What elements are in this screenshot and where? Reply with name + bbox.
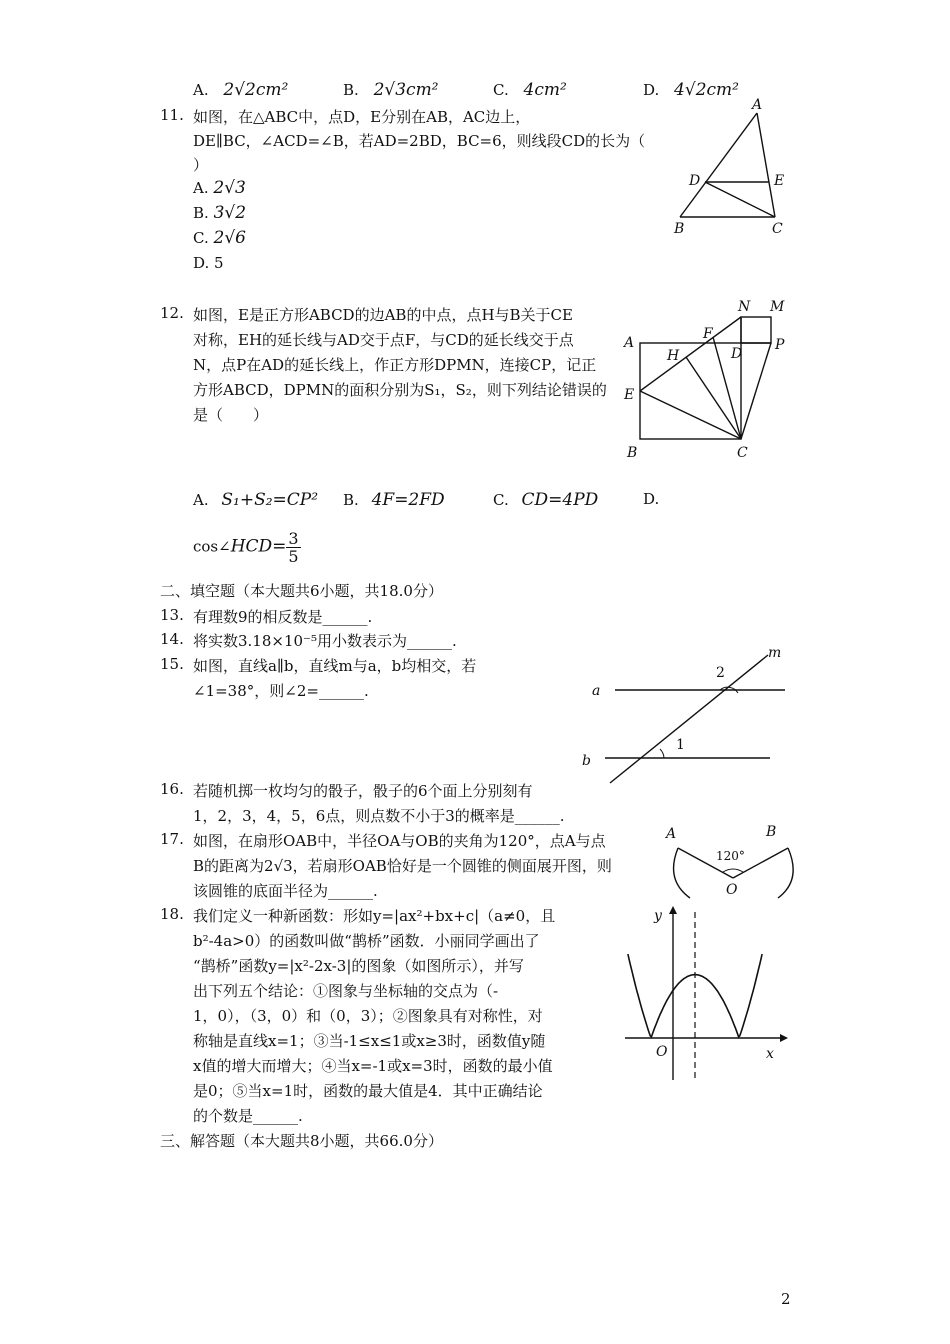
q12-option-a (193, 490, 318, 510)
label-angle-2: 2 (716, 665, 725, 681)
label-p: P (775, 337, 785, 353)
label-o: O (726, 882, 738, 898)
label-d: D (689, 173, 701, 189)
option-label: A. (193, 81, 209, 99)
label-a: A (752, 97, 763, 113)
q18-line-7: x值的增大而增大；④当x=-1或x=3时，函数的最小值 (193, 1057, 553, 1075)
q15-line-1: 如图，直线a∥b，直线m与a，b均相交，若 (193, 657, 477, 675)
q18-line-4: 出下列五个结论：①图象与坐标轴的交点为（- (193, 982, 499, 1000)
label-c: C (737, 445, 748, 461)
option-expr: 4cm² (523, 80, 567, 100)
label-b: b (582, 753, 591, 769)
cos-prefix: cos∠ (193, 537, 231, 556)
label-c: C (772, 221, 783, 237)
option-label: B. (343, 81, 359, 99)
y-axis-arrow-icon (669, 906, 677, 914)
option-expr: S₁+S₂=CP² (221, 490, 319, 510)
option-expr: 3√2 (213, 203, 247, 223)
q15-line-2: ∠1=38°，则∠2=______. (193, 682, 369, 700)
option-expr: 4√2cm² (674, 80, 739, 100)
label-h: H (667, 348, 680, 364)
fraction (286, 530, 300, 565)
q14-text: 将实数3.18×10⁻⁵用小数表示为______. (193, 632, 457, 650)
q13-number: 13. (160, 606, 184, 624)
label-m: M (770, 299, 785, 315)
q18-number: 18. (160, 905, 184, 923)
q18-line-2: b²-4a>0）的函数叫做“鹊桥”函数．小丽同学画出了 (193, 932, 540, 950)
q18-line-3: “鹊桥”函数y=|x²-2x-3|的图象（如图所示），并写 (193, 957, 524, 975)
q17-number: 17. (160, 830, 184, 848)
q14-number: 14. (160, 630, 184, 648)
q11-line-3: ） (193, 156, 209, 174)
label-a: A (666, 826, 677, 842)
option-label: D. (193, 254, 210, 272)
q17-sector-figure (660, 820, 810, 900)
q12-line-3: N，点P在AD的延长线上，作正方形DPMN，连接CP，记正 (193, 356, 597, 374)
q18-line-1: 我们定义一种新函数：形如y=|ax²+bx+c|（a≠0，且 (193, 907, 556, 925)
label-b: B (674, 221, 685, 237)
q18-line-6: 称轴是直线x=1；③当-1≤x≤1或x≥3时，函数值y随 (193, 1032, 546, 1050)
label-d: D (731, 346, 743, 362)
q12-option-c (493, 490, 598, 510)
q12-number: 12. (160, 304, 184, 322)
q11-option-c (193, 228, 246, 248)
q16-line-1: 若随机掷一枚均匀的骰子，骰子的6个面上分别刻有 (193, 782, 533, 800)
q11-option-d (193, 254, 224, 272)
option-label: C. (493, 81, 509, 99)
q12-line-4: 方形ABCD，DPMN的面积分别为S₁，S₂，则下列结论错误的 (193, 381, 607, 399)
q11-line-1: 如图，在△ABC中，点D，E分别在AB，AC边上， (193, 108, 531, 126)
q12-line-5: 是（ ） (193, 406, 269, 424)
q12-line-1: 如图，E是正方形ABCD的边AB的中点，点H与B关于CE (193, 306, 573, 324)
page-number: 2 (781, 1290, 791, 1308)
label-e: E (624, 387, 635, 403)
x-axis-arrow-icon (780, 1034, 788, 1042)
q17-line-2: B的距离为2√3，若扇形OAB恰好是一个圆锥的侧面展开图，则 (193, 857, 612, 875)
option-label: A. (193, 491, 209, 509)
option-expr: 2√6 (213, 228, 246, 248)
option-label: B. (343, 491, 359, 509)
q12-square-figure (615, 295, 795, 465)
q15-number: 15. (160, 655, 184, 673)
label-n: N (738, 299, 751, 315)
q18-line-9: 的个数是______. (193, 1107, 303, 1125)
option-expr: 2√3 (213, 178, 246, 198)
label-angle-1: 1 (676, 737, 685, 753)
q17-line-1: 如图，在扇形OAB中，半径OA与OB的夹角为120°，点A与点 (193, 832, 606, 850)
q12-option-d-expression (193, 530, 301, 565)
option-expr: 2√2cm² (223, 80, 289, 100)
option-label: C. (493, 491, 509, 509)
q13-text: 有理数9的相反数是______. (193, 608, 373, 626)
numerator: 3 (288, 529, 299, 548)
q18-function-graph (620, 900, 790, 1085)
label-b: B (627, 445, 638, 461)
q16-line-2: 1，2，3，4，5，6点，则点数不小于3的概率是______. (193, 807, 565, 825)
q11-line-2: DE∥BC，∠ACD=∠B，若AD=2BD，BC=6，则线段CD的长为（ (193, 132, 646, 150)
q11-number: 11. (160, 106, 184, 124)
option-label: C. (193, 229, 209, 247)
option-expr: 4F=2FD (371, 490, 445, 510)
section-3-heading: 三、解答题（本大题共8小题，共66.0分） (160, 1132, 443, 1150)
label-b: B (766, 824, 777, 840)
q18-line-8: 是0；⑤当x=1时，函数的最大值是4．其中正确结论 (193, 1082, 543, 1100)
q18-line-5: 1，0），（3，0）和（0，3）；②图象具有对称性，对 (193, 1007, 543, 1025)
q10-option-b (343, 80, 439, 100)
q10-option-c (493, 80, 567, 100)
q11-option-a (193, 178, 246, 198)
label-a: a (592, 683, 601, 699)
option-label: A. (193, 179, 209, 197)
cos-expr: HCD= (230, 536, 287, 557)
q17-line-3: 该圆锥的底面半径为______. (193, 882, 378, 900)
q10-option-a (193, 80, 288, 100)
option-label: B. (193, 204, 209, 222)
option-label: D. (643, 490, 660, 508)
option-expr: 5 (214, 254, 224, 272)
label-f: F (703, 326, 713, 342)
denominator: 5 (288, 547, 299, 566)
label-a: A (624, 335, 635, 351)
label-m: m (768, 645, 782, 661)
q11-triangle-figure (660, 95, 800, 240)
option-label: D. (643, 81, 660, 99)
q16-number: 16. (160, 780, 184, 798)
q12-option-d (643, 490, 659, 508)
label-angle: 120° (716, 849, 745, 863)
section-2-heading: 二、填空题（本大题共6小题，共18.0分） (160, 582, 443, 600)
q15-parallel-lines-figure (580, 645, 790, 785)
q11-option-b (193, 203, 246, 223)
label-o: O (656, 1044, 668, 1060)
label-y: y (654, 908, 662, 924)
q12-line-2: 对称，EH的延长线与AD交于点F，与CD的延长线交于点 (193, 331, 574, 349)
label-e: E (774, 173, 785, 189)
option-expr: 2√3cm² (373, 80, 439, 100)
q12-option-b (343, 490, 445, 510)
option-expr: CD=4PD (521, 490, 599, 510)
label-x: x (766, 1046, 774, 1062)
